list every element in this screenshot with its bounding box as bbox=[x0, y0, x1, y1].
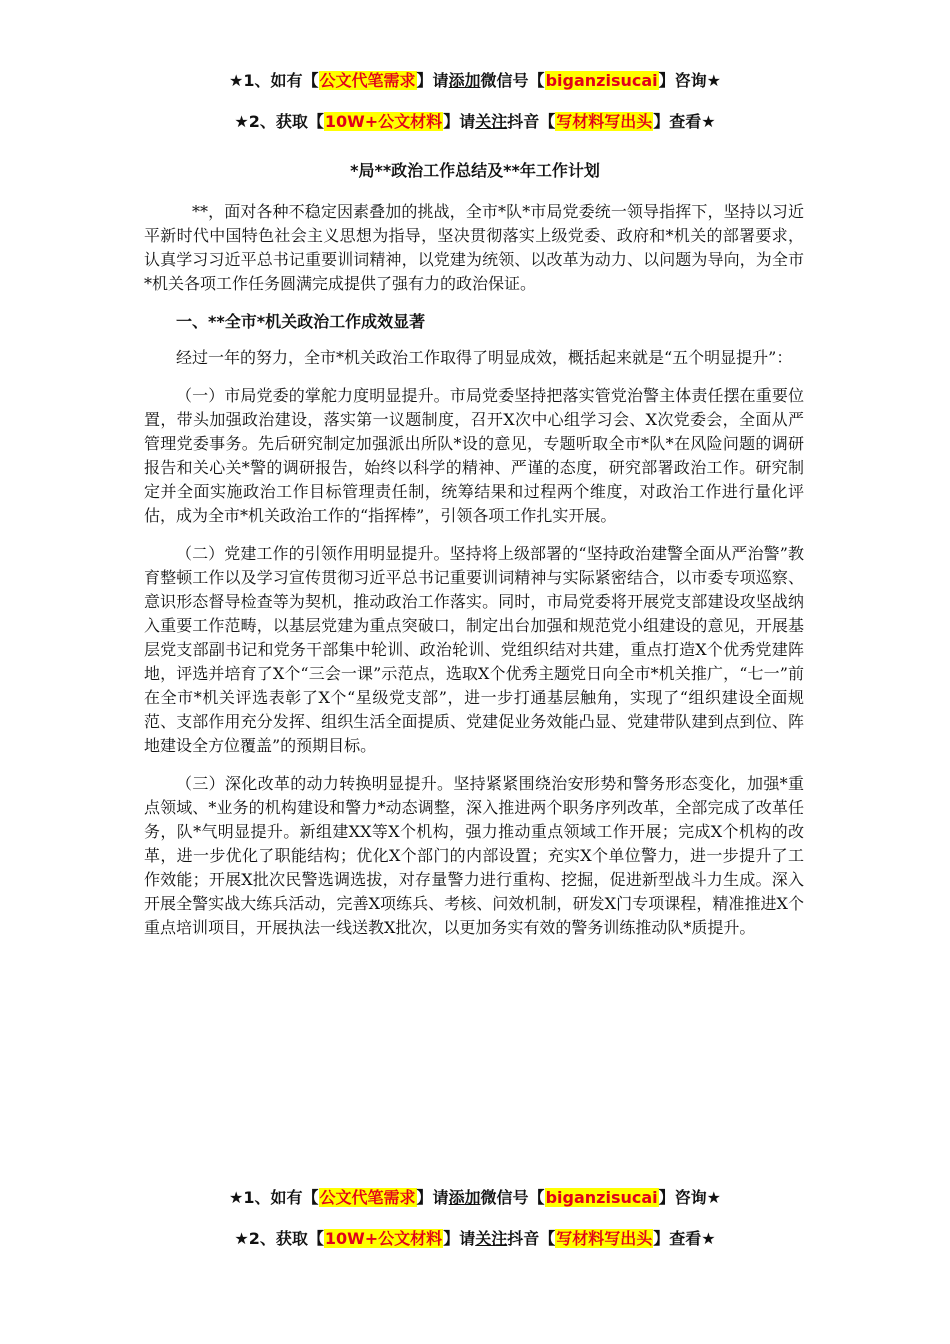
promo-highlight: 10W+公文材料 bbox=[324, 112, 443, 131]
promo-line-wechat-top bbox=[0, 70, 950, 92]
promo-text: ★1、如有【 bbox=[229, 71, 319, 90]
promo-text: 微信号【 bbox=[480, 1188, 545, 1207]
promo-underline: 添加 bbox=[448, 71, 481, 90]
list-item-paragraph: （三）深化改革的动力转换明显提升。坚持紧紧围绕治安形势和警务形态变化，加强*重点领域、*业务的机构建设和警力*动态调整，深入推进两个职务序列改革，全部完成了改革任务，队*气明显提升。新组建XX等X个机构，强力推动重点领域工作开展；完成X个机构的改革，进一步优化了职能结构；优化X个部门的内部设置；充实X个单位警力，进一步提升了工作效能；开展X批次民警选调选拔，对存量警力进行重构、挖掘，促进新型战斗力生成。深入开展全警实战大练兵活动，完善X项练兵、考核、问效机制，研发X门专项课程，精准推进X个重点培训项目，开展执法一线送教X批次，以更加务实有效的警务训练推动队*质提升。 bbox=[144, 774, 804, 937]
promo-text: ★2、获取【 bbox=[234, 1229, 324, 1248]
promo-text: 抖音【 bbox=[507, 112, 556, 131]
promo-text: 】请 bbox=[416, 71, 449, 90]
promo-text: 】查看★ bbox=[653, 1229, 716, 1248]
promo-text: 微信号【 bbox=[480, 71, 545, 90]
document-title: *局**政治工作总结及**年工作计划 bbox=[350, 161, 600, 180]
promo-line-douyin-bottom bbox=[0, 1228, 950, 1250]
promo-highlight-douyin-id: 写材料写出头 bbox=[556, 112, 653, 131]
section-heading: 一、**全市*机关政治工作成效显著 bbox=[176, 312, 426, 331]
list-item-paragraph: （二）党建工作的引领作用明显提升。坚持将上级部署的“坚持政治建警全面从严治警”教育整顿工作以及学习宣传贯彻习近平总书记重要训词精神与实际紧密结合，以市委专项巡察、意识形态督导检查等为契机，推动政治工作落实。同时，市局党委将开展党支部建设攻坚战纳入重要工作范畴，以基层党建为重点突破口，制定出台加强和规范党小组建设的意见，开展基层党支部副书记和党务干部集中轮训、政治轮训、党组织结对共建，重点打造X个优秀党建阵地，评选并培育了X个“三会一课”示范点，选取X个优秀主题党日向全市*机关推广，“七一”前在全市*机关评选表彰了X个“星级党支部”，进一步打通基层触角，实现了“组织建设全面规范、支部作用充分发挥、组织生活全面提质、党建促业务效能凸显、党建带队建到点到位、阵地建设全方位覆盖”的预期目标。 bbox=[144, 544, 804, 755]
promo-text: 】咨询★ bbox=[658, 71, 721, 90]
document-body bbox=[144, 200, 804, 954]
promo-highlight: 公文代笔需求 bbox=[319, 1188, 416, 1207]
promo-text: ★2、获取【 bbox=[234, 112, 324, 131]
promo-highlight-wechat-id: biganzisucai bbox=[545, 71, 658, 90]
promo-text: ★1、如有【 bbox=[229, 1188, 319, 1207]
promo-line-douyin-top bbox=[0, 111, 950, 133]
promo-underline: 关注 bbox=[475, 112, 508, 131]
promo-text: 】请 bbox=[416, 1188, 449, 1207]
section-summary-paragraph: 经过一年的努力，全市*机关政治工作取得了明显成效，概括起来就是“五个明显提升”： bbox=[176, 348, 793, 367]
promo-text: 】请 bbox=[443, 1229, 476, 1248]
promo-text: 】咨询★ bbox=[658, 1188, 721, 1207]
promo-underline: 关注 bbox=[475, 1229, 508, 1248]
promo-underline: 添加 bbox=[448, 1188, 481, 1207]
list-item-paragraph: （一）市局党委的掌舵力度明显提升。市局党委坚持把落实管党治警主体责任摆在重要位置，带头加强政治建设，落实第一议题制度，召开X次中心组学习会、X次党委会，全面从严管理党委事务。先后研究制定加强派出所队*设的意见，专题听取全市*队*在风险问题的调研报告和关心关*警的调研报告，始终以科学的精神、严谨的态度，研究部署政治工作。研究制定并全面实施政治工作目标管理责任制，统筹结果和过程两个维度，对政治工作进行量化评估，成为全市*机关政治工作的“指挥棒”，引领各项工作扎实开展。 bbox=[144, 386, 804, 525]
intro-paragraph: **，面对各种不稳定因素叠加的挑战，全市*队*市局党委统一领导指挥下，坚持以习近平新时代中国特色社会主义思想为指导，坚决贯彻落实上级党委、政府和*机关的部署要求，认真学习习近平总书记重要训词精神，以党建为统领、以改革为动力、以问题为导向，为全市*机关各项工作任务圆满完成提供了强有力的政治保证。 bbox=[144, 202, 804, 293]
promo-highlight-wechat-id: biganzisucai bbox=[545, 1188, 658, 1207]
promo-text: 抖音【 bbox=[507, 1229, 556, 1248]
promo-text: 】请 bbox=[443, 112, 476, 131]
promo-highlight: 公文代笔需求 bbox=[319, 71, 416, 90]
promo-line-wechat-bottom bbox=[0, 1187, 950, 1209]
promo-text: 】查看★ bbox=[653, 112, 716, 131]
promo-highlight-douyin-id: 写材料写出头 bbox=[556, 1229, 653, 1248]
promo-highlight: 10W+公文材料 bbox=[324, 1229, 443, 1248]
